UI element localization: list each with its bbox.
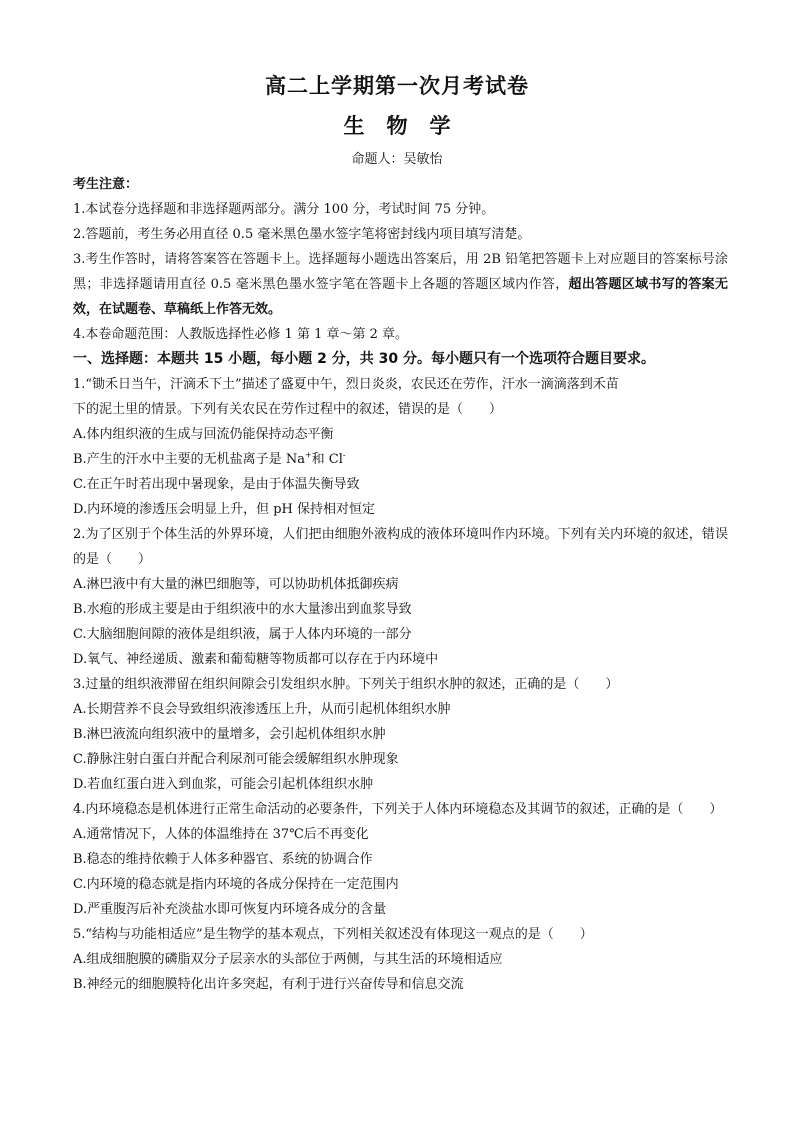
q2-option-c: C.大脑细胞间隙的液体是组织液，属于人体内环境的一部分 [73,627,412,642]
q2-option-d: D.氧气、神经递质、激素和葡萄糖等物质都可以存在于内环境中 [73,652,439,667]
notice-item-2: 2.答题前，考生务必用直径 0.5 毫米黑色墨水签字笔将密封线内项目填写清楚。 [73,227,531,242]
notice-item-3 [73,247,728,322]
q4-option-b: B.稳态的维持依赖于人体多种器官、系统的协调合作 [73,852,373,867]
subject-title: 生物学 [343,114,473,138]
q1-option-d: D.内环境的渗透压会明显上升，但 pH 保持相对恒定 [73,502,376,517]
q2-option-a: A.淋巴液中有大量的淋巴细胞等，可以协助机体抵御疾病 [73,577,399,592]
q1-stem-line-1: 1.“锄禾日当午，汗滴禾下土”描述了盛夏中午，烈日炎炎，农民还在劳作，汗水一滴滴落到禾苗 [73,377,619,392]
q3-option-a: A.长期营养不良会导致组织液渗透压上升，从而引起机体组织水肿 [73,702,451,717]
notice-item-4: 4.本卷命题范围：人教版选择性必修 1 第 1 章～第 2 章。 [73,327,409,342]
q1-option-b-sup-plus: + [304,450,312,460]
exam-title: 高二上学期第一次月考试卷 [265,74,529,98]
q5-option-b: B.神经元的细胞膜特化出许多突起，有利于进行兴奋传导和信息交流 [73,977,464,992]
q1-option-b-mid: 和 Cl [311,452,343,467]
q2-stem: 2.为了区别于个体生活的外界环境，人们把由细胞外液构成的液体环境叫作内环境。下列有关内环境的叙述，错误的是（ ） [73,527,728,567]
notice-item-3-text: 3.考生作答时，请将答案答在答题卡上。选择题每小题选出答案后，用 2B 铅笔把答题卡上对应题目的答案标号涂黑；非选择题请用直径 0.5 毫米黑色墨水签字笔在答题卡上各题的答题区域内作答， [73,252,728,292]
exam-body [73,172,728,997]
q1-option-b-text: B.产生的汗水中主要的无机盐离子是 Na [73,452,305,467]
q5-stem: 5.“结构与功能相适应”是生物学的基本观点，下列相关叙述没有体现这一观点的是（ ） [73,927,593,942]
q5-option-a: A.组成细胞膜的磷脂双分子层亲水的头部位于两侧，与其生活的环境相适应 [73,952,503,967]
q1-option-c: C.在正午时若出现中暑现象，是由于体温失衡导致 [73,477,360,492]
notice-item-3-bold: 超出答题区域书写的答案无效，在试题卷、草稿纸上作答无效。 [73,277,728,317]
q2-option-b: B.水疱的形成主要是由于组织液中的水大量渗出到血浆导致 [73,602,412,617]
notice-item-1: 1.本试卷分选择题和非选择题两部分。满分 100 分，考试时间 75 分钟。 [73,202,495,217]
q1-option-a: A.体内组织液的生成与回流仍能保持动态平衡 [73,427,334,442]
q4-option-a: A.通常情况下，人体的体温维持在 37℃后不再变化 [73,827,369,842]
q4-option-c: C.内环境的稳态就是指内环境的各成分保持在一定范围内 [73,877,399,892]
q1-option-b-sup-minus: - [342,450,346,460]
q4-stem: 4.内环境稳态是机体进行正常生命活动的必要条件，下列关于人体内环境稳态及其调节的叙述，正确的是（ ） [73,802,723,817]
q4-option-d: D.严重腹泻后补充淡盐水即可恢复内环境各成分的含量 [73,902,387,917]
author-line: 命题人：吴敏怡 [351,152,443,167]
notice-heading: 考生注意： [73,177,139,192]
q3-stem: 3.过量的组织液滞留在组织间隙会引发组织水肿。下列关于组织水肿的叙述，正确的是（ ） [73,677,619,692]
q1-stem-line-2: 下的泥土里的情景。下列有关农民在劳作过程中的叙述，错误的是（ ） [73,402,503,417]
section-1-heading: 一、选择题：本题共 15 小题，每小题 2 分，共 30 分。每小题只有一个选项符合题目要求。 [73,351,655,367]
q3-option-d: D.若血红蛋白进入到血浆，可能会引起机体组织水肿 [73,777,374,792]
q3-option-c: C.静脉注射白蛋白并配合利尿剂可能会缓解组织水肿现象 [73,752,399,767]
q1-option-b [73,447,728,472]
q3-option-b: B.淋巴液流向组织液中的量增多，会引起机体组织水肿 [73,727,386,742]
